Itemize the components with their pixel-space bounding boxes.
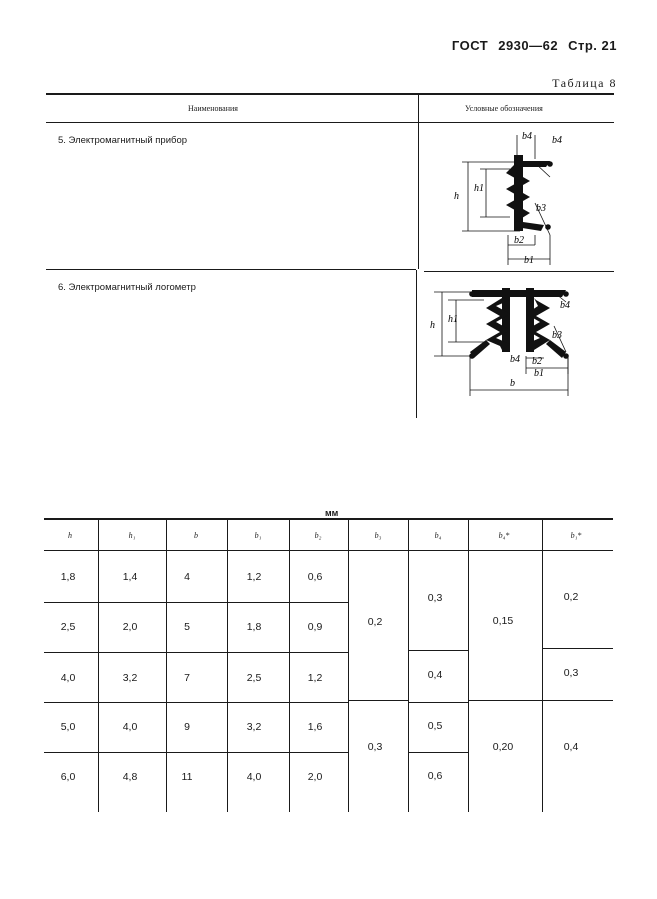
table-label: Таблица 8 <box>552 76 617 90</box>
upper-table-header-rule <box>46 122 614 123</box>
cell-b3: 0,2 <box>367 616 383 628</box>
label-b: b <box>510 378 515 389</box>
cell-b4: 0,3 <box>427 592 443 604</box>
dim-header-b1: b₁ <box>254 531 262 540</box>
dim-b3-rule <box>348 700 408 701</box>
dim-row-rule-1 <box>44 602 348 603</box>
upper-table-row-rule-left <box>46 269 416 270</box>
cell-b3: 0,3 <box>367 741 383 753</box>
label-h: h <box>430 320 435 331</box>
dim-col-divider <box>468 520 469 812</box>
col-header-name: Наименования <box>188 104 238 113</box>
cell-b: 11 <box>181 771 193 783</box>
cell-h: 5,0 <box>60 721 76 733</box>
upper-table-row-rule-right <box>424 271 614 272</box>
cell-b4: 0,6 <box>427 770 443 782</box>
cell-h: 4,0 <box>60 672 76 684</box>
page-number: Стр. 21 <box>568 38 617 53</box>
cell-h1: 2,0 <box>122 621 138 633</box>
gost-number: 2930—62 <box>498 38 559 53</box>
cell-b: 9 <box>184 721 190 733</box>
cell-b2: 0,6 <box>307 571 323 583</box>
unit-label: мм <box>325 508 339 518</box>
cell-b4-star: 0,15 <box>492 615 514 627</box>
label-b1: b1 <box>524 255 534 266</box>
cell-b: 4 <box>184 571 190 583</box>
label-h: h <box>454 191 459 202</box>
dim-header-h: h <box>68 531 72 540</box>
cell-b1: 2,5 <box>246 672 262 684</box>
dim-header-b2: b₂ <box>314 531 322 540</box>
dim-header-b4: b₄ <box>434 531 442 540</box>
dim-col-divider <box>542 520 543 812</box>
dim-row-rule-4 <box>44 752 348 753</box>
cell-b1: 3,2 <box>246 721 262 733</box>
label-b3: b3 <box>552 330 562 341</box>
cell-b: 5 <box>184 621 190 633</box>
label-b4-b: b4 <box>552 135 562 146</box>
col-header-symbol: Условные обозначения <box>465 104 543 113</box>
dim-header-b1-star: b₁* <box>570 531 582 540</box>
page-header <box>442 38 617 53</box>
label-b2: b2 <box>514 235 524 246</box>
label-b4-a: b4 <box>522 131 532 142</box>
dim-header-b3: b₃ <box>374 531 382 540</box>
cell-b1: 1,8 <box>246 621 262 633</box>
dim-row-rule-2 <box>44 652 348 653</box>
row-name-5: 5. Электромагнитный прибор <box>58 135 188 146</box>
label-h1: h1 <box>474 183 484 194</box>
cell-h: 1,8 <box>60 571 76 583</box>
cell-h1: 4,8 <box>122 771 138 783</box>
dim-top-rule <box>44 518 613 520</box>
cell-h: 2,5 <box>60 621 76 633</box>
cell-b4: 0,4 <box>427 669 443 681</box>
cell-b1-star: 0,4 <box>563 741 579 753</box>
label-b4-b: b4 <box>560 300 570 311</box>
dim-col-divider <box>98 520 99 812</box>
dim-header-b4-star: b₄* <box>498 531 510 540</box>
cell-b4-star: 0,20 <box>492 741 514 753</box>
dim-col-divider <box>227 520 228 812</box>
cell-b1-star: 0,3 <box>563 667 579 679</box>
row-name-6: 6. Электромагнитный логометр <box>58 282 196 293</box>
cell-b2: 2,0 <box>307 771 323 783</box>
cell-b2: 1,2 <box>307 672 323 684</box>
label-b4-a: b4 <box>510 354 520 365</box>
cell-b1: 4,0 <box>246 771 262 783</box>
label-h1: h1 <box>448 314 458 325</box>
dim-b1s-rule-2 <box>542 700 613 701</box>
dim-col-divider <box>408 520 409 812</box>
upper-table-col-divider-2 <box>416 270 417 418</box>
electromagnetic-logometer-symbol <box>426 280 586 402</box>
dim-b1s-rule-1 <box>542 648 613 649</box>
upper-table-col-divider <box>418 93 419 269</box>
cell-b1: 1,2 <box>246 571 262 583</box>
dim-row-rule-3 <box>44 702 348 703</box>
cell-b2: 1,6 <box>307 721 323 733</box>
dim-b4s-rule <box>468 700 542 701</box>
dim-header-h1: h₁ <box>128 531 136 540</box>
dim-b4-rule-2 <box>408 702 468 703</box>
cell-b2: 0,9 <box>307 621 323 633</box>
dim-col-divider <box>166 520 167 812</box>
dim-header-rule <box>44 550 613 551</box>
cell-h1: 1,4 <box>122 571 138 583</box>
dim-col-divider <box>348 520 349 812</box>
dim-b4-rule-1 <box>408 650 468 651</box>
label-b2: b2 <box>532 356 542 367</box>
gost-label: ГОСТ <box>451 38 489 53</box>
cell-b4: 0,5 <box>427 720 443 732</box>
dim-b4-rule-3 <box>408 752 468 753</box>
cell-h1: 4,0 <box>122 721 138 733</box>
cell-h: 6,0 <box>60 771 76 783</box>
upper-table-top-rule <box>46 93 614 95</box>
cell-b: 7 <box>184 672 190 684</box>
label-b1: b1 <box>534 368 544 379</box>
dim-header-b: b <box>194 531 198 540</box>
label-b3: b3 <box>536 203 546 214</box>
electromagnetic-instrument-symbol <box>440 125 570 267</box>
cell-b1-star: 0,2 <box>563 591 579 603</box>
cell-h1: 3,2 <box>122 672 138 684</box>
dim-col-divider <box>289 520 290 812</box>
